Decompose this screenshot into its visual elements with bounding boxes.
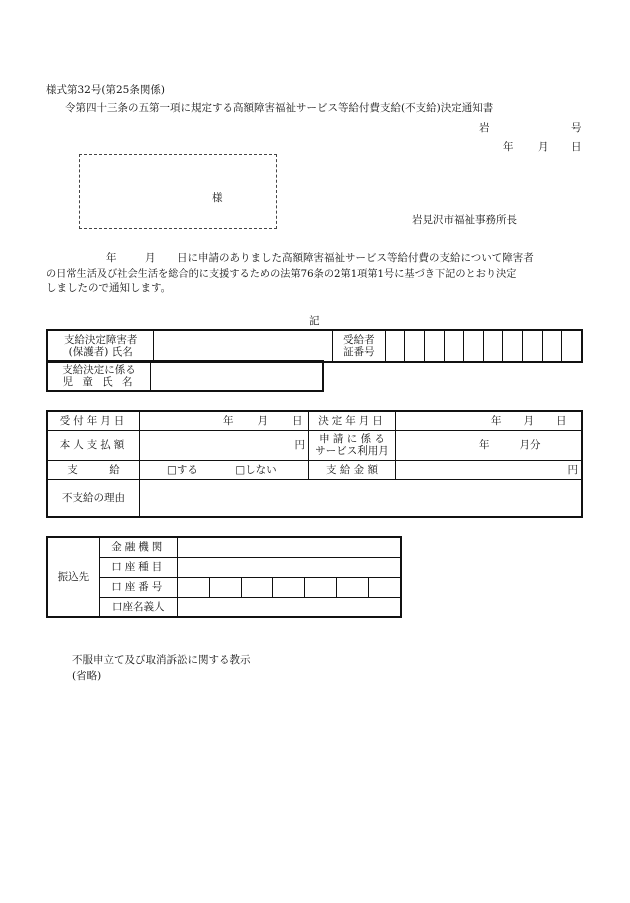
account-digit-cell[interactable] bbox=[305, 577, 337, 597]
cert-digit-cell[interactable] bbox=[405, 330, 425, 362]
child-name-cell[interactable] bbox=[151, 361, 324, 391]
reason-cell[interactable] bbox=[140, 479, 583, 517]
account-digit-cell[interactable] bbox=[337, 577, 369, 597]
cert-digit-cell[interactable] bbox=[464, 330, 484, 362]
issuer-name: 岩見沢市福祉事務所長 bbox=[412, 214, 517, 226]
account-holder-label: 口座名義人 bbox=[99, 597, 177, 617]
child-table bbox=[46, 360, 324, 392]
payment-label: 支 給 bbox=[47, 460, 140, 479]
ki-heading: 記 bbox=[309, 315, 320, 327]
child-name-label: 支給決定に係る 児 童 氏 名 bbox=[47, 361, 151, 391]
issue-date-month: 月 bbox=[538, 141, 549, 153]
receipt-date-cell[interactable]: 年 月 日 bbox=[140, 411, 309, 430]
payment-no-checkbox[interactable]: □しない bbox=[235, 463, 277, 476]
issue-date-day: 日 bbox=[571, 141, 582, 153]
number-prefix: 岩 bbox=[479, 122, 490, 134]
receipt-date-label: 受付年月日 bbox=[47, 411, 140, 430]
honorific: 様 bbox=[212, 192, 223, 204]
decision-table bbox=[46, 410, 583, 518]
reason-label: 不支給の理由 bbox=[47, 479, 140, 517]
cert-digit-cell[interactable] bbox=[523, 330, 543, 362]
cert-digit-cell[interactable] bbox=[562, 330, 582, 362]
document-title: 令第四十三条の五第一項に規定する高額障害福祉サービス等給付費支給(不支給)決定通知書 bbox=[65, 102, 494, 114]
account-digit-cell[interactable] bbox=[273, 577, 305, 597]
payment-options-cell[interactable] bbox=[140, 460, 309, 479]
bank-label: 金融機関 bbox=[99, 537, 177, 557]
account-digit-cell[interactable] bbox=[209, 577, 241, 597]
body-date-month: 月 bbox=[145, 252, 156, 264]
recipient-name-label: 支給決定障害者 (保護者) 氏名 bbox=[47, 330, 154, 362]
service-month-label: 申 請 に 係 る サービス利用月 bbox=[309, 430, 396, 460]
transfer-table bbox=[46, 536, 402, 618]
payment-yes-checkbox[interactable]: □する bbox=[167, 463, 198, 476]
recipient-cert-label: 受給者 証番号 bbox=[333, 330, 386, 362]
cert-digit-cell[interactable] bbox=[385, 330, 405, 362]
decision-date-cell[interactable]: 年 月 日 bbox=[396, 411, 583, 430]
address-box bbox=[79, 154, 277, 229]
body-line-2: の日常生活及び社会生活を総合的に支援するための法第76条の2第1項第1号に基づき下記のとおり決定 bbox=[46, 269, 517, 280]
account-type-label: 口座種目 bbox=[99, 557, 177, 577]
account-digit-cell[interactable] bbox=[241, 577, 273, 597]
cert-digit-cell[interactable] bbox=[483, 330, 503, 362]
appeal-notice-omitted: (省略) bbox=[72, 670, 102, 682]
number-suffix: 号 bbox=[571, 122, 582, 134]
account-digit-cell[interactable] bbox=[369, 577, 401, 597]
service-month-cell[interactable]: 年 月分 bbox=[396, 430, 583, 460]
cert-digit-cell[interactable] bbox=[424, 330, 444, 362]
self-pay-label: 本人支払額 bbox=[47, 430, 140, 460]
decision-date-label: 決定年月日 bbox=[309, 411, 396, 430]
amount-cell[interactable]: 円 bbox=[396, 460, 583, 479]
appeal-notice-title: 不服申立て及び取消訴訟に関する教示 bbox=[72, 654, 251, 666]
bank-cell[interactable] bbox=[177, 537, 401, 557]
account-type-cell[interactable] bbox=[177, 557, 401, 577]
body-date-year: 年 bbox=[106, 252, 117, 264]
self-pay-cell[interactable]: 円 bbox=[140, 430, 309, 460]
transfer-label: 振込先 bbox=[47, 537, 99, 617]
account-holder-cell[interactable] bbox=[177, 597, 401, 617]
body-line-1: 日に申請のありました高額障害福祉サービス等給付費の支給について障害者 bbox=[177, 252, 534, 264]
body-line-3: しましたので通知します。 bbox=[46, 282, 172, 294]
account-digit-cell[interactable] bbox=[177, 577, 209, 597]
issue-date-year: 年 bbox=[503, 141, 514, 153]
recipient-name-cell[interactable] bbox=[154, 330, 333, 362]
recipient-table bbox=[46, 329, 583, 363]
cert-digit-cell[interactable] bbox=[503, 330, 523, 362]
cert-digit-cell[interactable] bbox=[444, 330, 464, 362]
amount-label: 支 給 金 額 bbox=[309, 460, 396, 479]
account-number-label: 口座番号 bbox=[99, 577, 177, 597]
cert-digit-cell[interactable] bbox=[542, 330, 562, 362]
form-number: 様式第32号(第25条関係) bbox=[46, 84, 165, 96]
